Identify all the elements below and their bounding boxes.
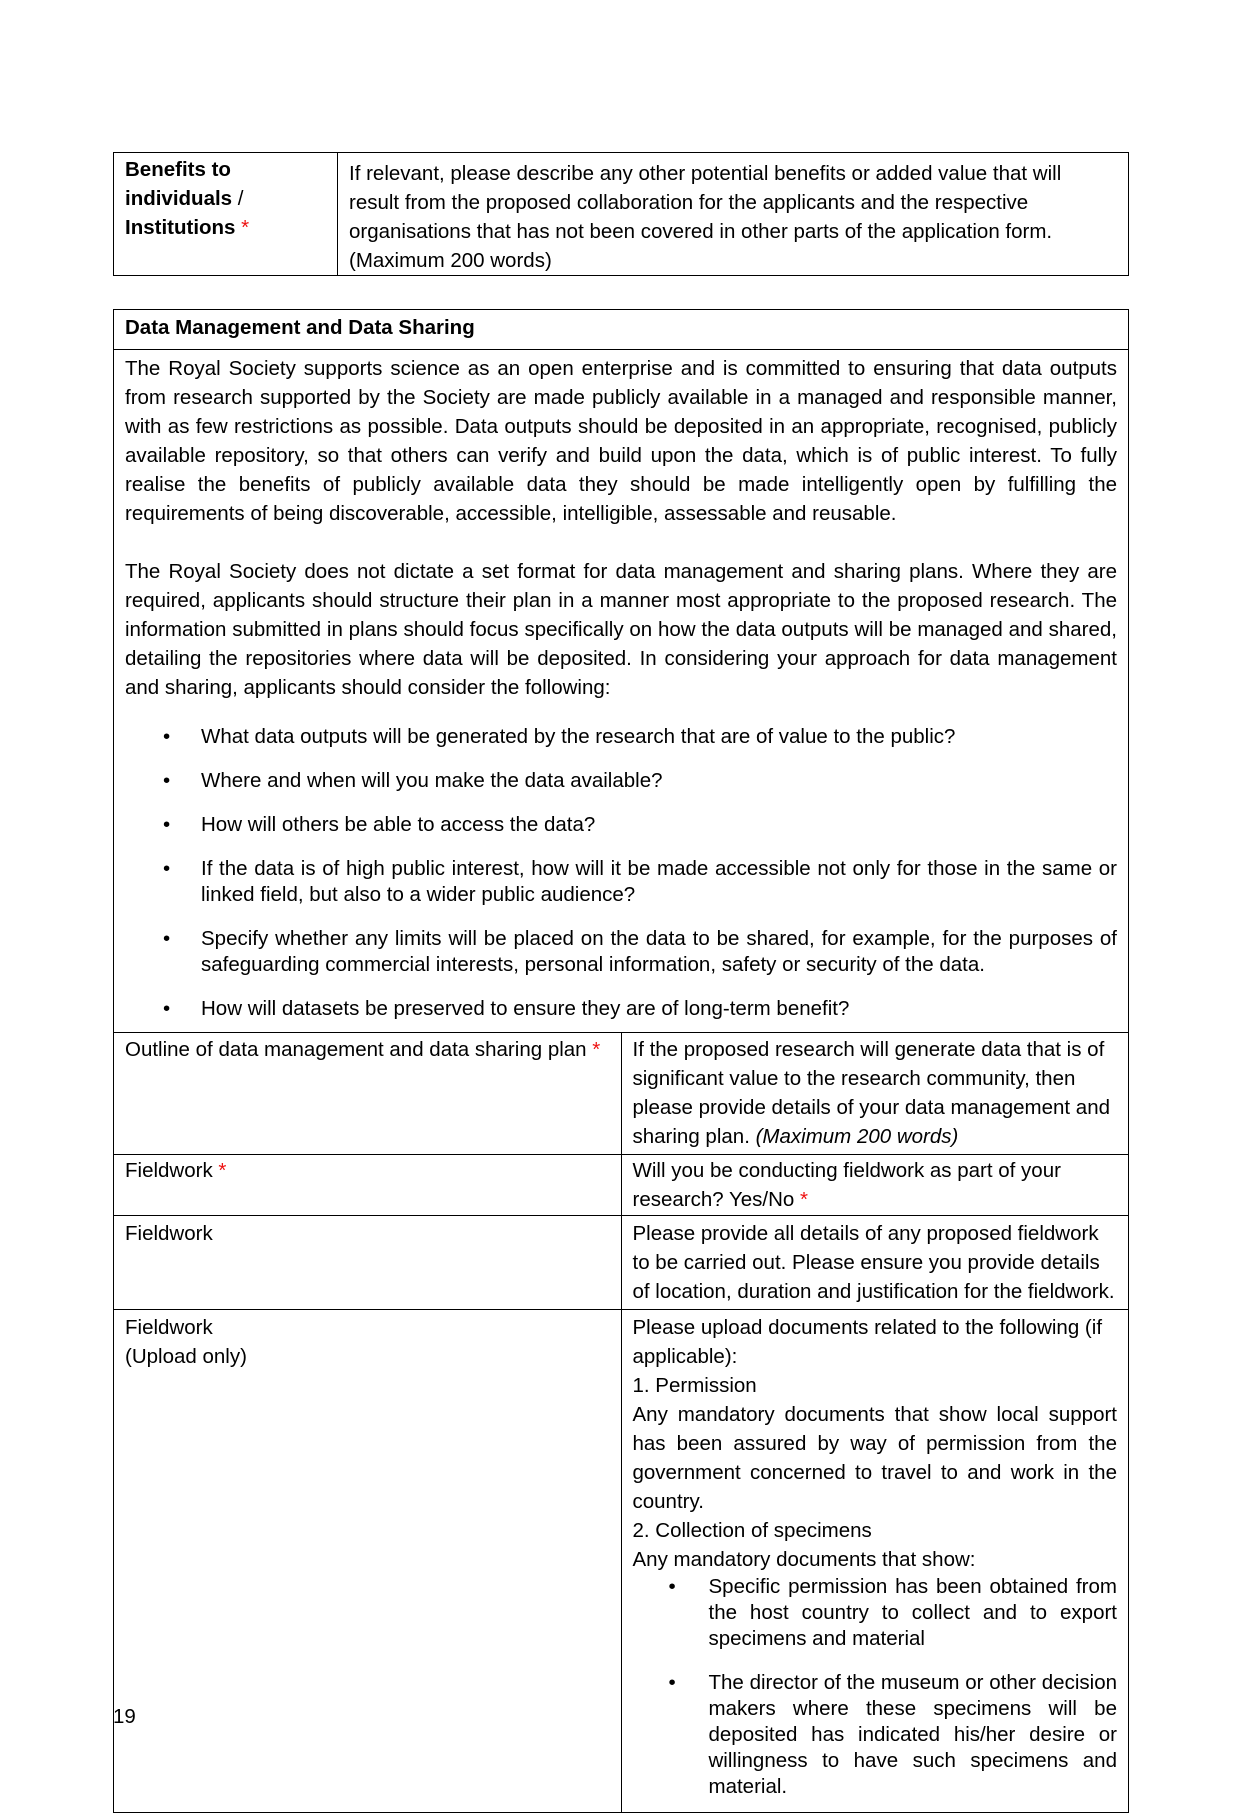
fieldwork-upload-label: Fieldwork (125, 1316, 213, 1339)
fieldwork-label: Fieldwork (125, 1159, 213, 1182)
bullet-icon: • (163, 725, 171, 748)
specimens-bullets (633, 1574, 1118, 1800)
upload-intro: Please upload documents related to the following (if applicable): (632, 1316, 1103, 1368)
benefits-label-line3: Institutions (125, 216, 236, 239)
bullet-icon: • (668, 1575, 676, 1598)
bullet-icon: • (163, 997, 171, 1020)
list-item (125, 856, 1117, 908)
required-asterisk: * (800, 1188, 809, 1211)
bullet-text: How will datasets be preserved to ensure they are of long-term benefit? (201, 997, 850, 1020)
bullet-text: Specify whether any limits will be placed on the data to be shared, for example, for the purposes of safeguarding commercial interests, personal information, safety or security of the data. (201, 927, 1117, 976)
data-management-body (114, 350, 1129, 1033)
fieldwork-upload-sublabel: (Upload only) (125, 1345, 247, 1368)
bullet-text: The director of the museum or other decision makers where these specimens will be deposited has indicated his/her desire or willingness to have such specimens and material. (708, 1671, 1117, 1798)
fieldwork-details-text: Please provide all details of any proposed fieldwork to be carried out. Please ensure you provide details of location, duration and justification for the fieldwork. (632, 1222, 1115, 1303)
list-item (125, 724, 1117, 750)
data-management-heading-row (114, 310, 1129, 350)
fieldwork-details-row (114, 1216, 1129, 1310)
data-management-para2: The Royal Society does not dictate a set format for data management and sharing plans. Where they are required, applicants should structure their plan in a manner most appropriate to the proposed research. The information submitted in plans should focus specifically on how the data outputs will be managed and shared, detailing the repositories where data will be deposited. In considering your approach for data management and sharing, applicants should consider the following: (125, 560, 1117, 699)
bullet-text: What data outputs will be generated by the research that are of value to the public? (201, 725, 956, 748)
outline-label-cell (114, 1033, 622, 1155)
benefits-label-line2: individuals (125, 187, 233, 210)
outline-row (114, 1033, 1129, 1155)
bullet-icon: • (668, 1671, 676, 1694)
fieldwork-details-label: Fieldwork (125, 1222, 213, 1245)
permission-text: Any mandatory documents that show local support has been assured by way of permission from the government concerned to travel to and work in the country. (632, 1403, 1117, 1513)
fieldwork-upload-row (114, 1310, 1129, 1813)
bullet-text: Specific permission has been obtained from the host country to collect and to export specimens and material (708, 1575, 1117, 1650)
fieldwork-upload-label-cell (114, 1310, 622, 1813)
data-management-bullets (125, 724, 1117, 1022)
bullet-icon: • (163, 857, 171, 880)
required-asterisk: * (592, 1038, 601, 1061)
page-number: 19 (113, 1705, 136, 1728)
bullet-icon: • (163, 927, 171, 950)
specimens-text: Any mandatory documents that show: (632, 1548, 976, 1571)
bullet-text: Where and when will you make the data available? (201, 769, 663, 792)
benefits-row (114, 153, 1129, 276)
data-management-body-row (114, 350, 1129, 1033)
list-item (633, 1574, 1118, 1652)
specimens-title: 2. Collection of specimens (632, 1519, 872, 1542)
outline-word-limit: (Maximum 200 words) (755, 1125, 959, 1148)
outline-label: Outline of data management and data sharing plan (125, 1038, 587, 1061)
list-item (125, 812, 1117, 838)
permission-title: 1. Permission (632, 1374, 757, 1397)
data-management-para1: The Royal Society supports science as an open enterprise and is committed to ensuring that data outputs from research supported by the Society are made publicly available in a managed and responsible manner, with as few restrictions as possible. Data outputs should be deposited in an appropriate, recognised, publicly available repository, so that others can verify and build upon the data, which is of public interest. To fully realise the benefits of publicly available data they should be made intelligently open by fulfilling the requirements of being discoverable, accessible, intelligible, assessable and reusable. (125, 357, 1117, 525)
fieldwork-details-cell[interactable] (621, 1216, 1129, 1310)
list-item (125, 926, 1117, 978)
fieldwork-label-cell (114, 1155, 622, 1216)
benefits-table (113, 152, 1129, 276)
data-management-table (113, 309, 1129, 1813)
data-management-heading: Data Management and Data Sharing (114, 310, 1129, 350)
fieldwork-upload-cell[interactable] (621, 1310, 1129, 1813)
outline-text: If the proposed research will generate data that is of significant value to the research community, then please provide details of your data management and sharing plan. (632, 1038, 1111, 1148)
fieldwork-details-label-cell (114, 1216, 622, 1310)
list-item (633, 1670, 1118, 1800)
bullet-text: If the data is of high public interest, how will it be made accessible not only for those in the same or linked field, but also to a wider public audience? (201, 857, 1117, 906)
list-item (125, 996, 1117, 1022)
benefits-label-line1: Benefits to (125, 158, 231, 181)
benefits-text-cell[interactable] (338, 153, 1129, 276)
required-asterisk: * (218, 1159, 227, 1182)
bullet-icon: • (163, 769, 171, 792)
fieldwork-question: Will you be conducting fieldwork as part of your research? Yes/No (632, 1159, 1061, 1211)
bullet-text: How will others be able to access the data? (201, 813, 596, 836)
fieldwork-yes-no-row (114, 1155, 1129, 1216)
bullet-icon: • (163, 813, 171, 836)
required-asterisk: * (241, 216, 250, 239)
benefits-description: If relevant, please describe any other potential benefits or added value that will result from the proposed collaboration for the applicants and the respective organisations that has not been covered in other parts of the application form. (Maximum 200 words) (349, 162, 1062, 272)
benefits-label-cell (114, 153, 338, 276)
outline-text-cell[interactable] (621, 1033, 1129, 1155)
benefits-label-sep: / (232, 187, 244, 210)
fieldwork-question-cell[interactable] (621, 1155, 1129, 1216)
list-item (125, 768, 1117, 794)
